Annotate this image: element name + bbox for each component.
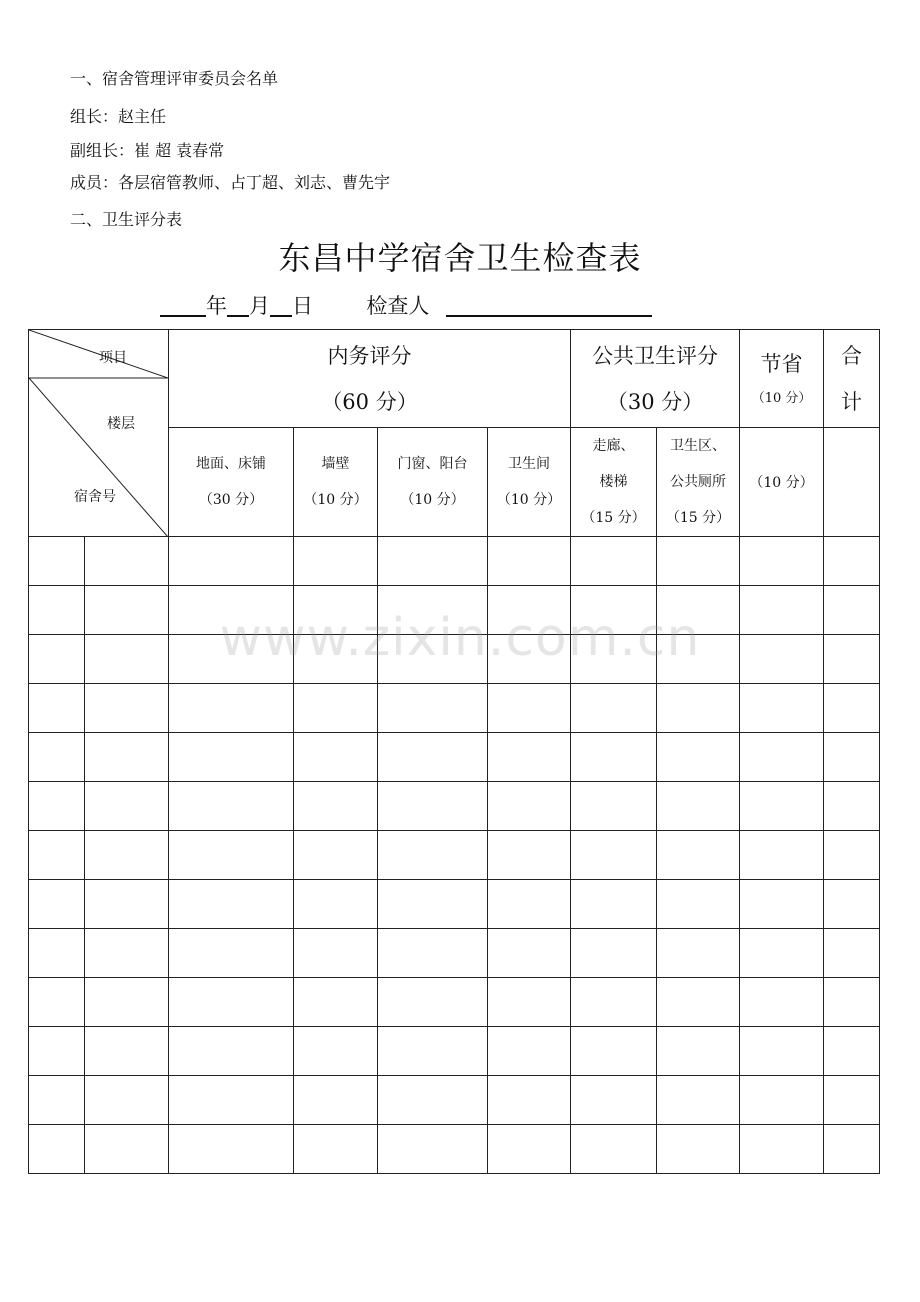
leader-line: 组长：赵主任 bbox=[70, 107, 167, 126]
table-cell[interactable] bbox=[169, 586, 294, 635]
wall-label: 墙壁 bbox=[321, 456, 350, 472]
table-row bbox=[29, 880, 880, 929]
table-cell[interactable] bbox=[294, 782, 378, 831]
saving-points: （10 分） bbox=[751, 390, 812, 406]
table-cell[interactable] bbox=[85, 782, 169, 831]
table-cell[interactable] bbox=[29, 831, 85, 880]
inspector-blank bbox=[446, 293, 652, 317]
table-cell[interactable] bbox=[85, 929, 169, 978]
table-cell[interactable] bbox=[488, 1125, 571, 1174]
table-row bbox=[29, 1027, 880, 1076]
table-cell[interactable] bbox=[169, 733, 294, 782]
corridor-label-2: 楼梯 bbox=[599, 474, 628, 490]
table-cell[interactable] bbox=[657, 1125, 740, 1174]
table-cell[interactable] bbox=[294, 635, 378, 684]
table-cell[interactable] bbox=[294, 537, 378, 586]
month-blank bbox=[227, 293, 249, 317]
subheader-floor-bed bbox=[169, 428, 294, 537]
table-row bbox=[29, 929, 880, 978]
table-row bbox=[29, 733, 880, 782]
table-cell[interactable] bbox=[740, 978, 824, 1027]
table-cell[interactable] bbox=[824, 733, 880, 782]
table-cell[interactable] bbox=[657, 684, 740, 733]
corridor-label-1: 走廊、 bbox=[592, 438, 635, 454]
table-cell[interactable] bbox=[85, 733, 169, 782]
bathroom-label: 卫生间 bbox=[508, 456, 551, 472]
public-area-points: （15 分） bbox=[665, 510, 731, 526]
month-label: 月 bbox=[249, 294, 270, 318]
table-cell[interactable] bbox=[169, 880, 294, 929]
committee-heading: 一、宿舍管理评审委员会名单 bbox=[70, 69, 279, 88]
table-cell[interactable] bbox=[740, 929, 824, 978]
door-window-label: 门窗、阳台 bbox=[397, 456, 468, 472]
table-cell[interactable] bbox=[824, 880, 880, 929]
table-cell[interactable] bbox=[488, 537, 571, 586]
table-cell[interactable] bbox=[169, 1027, 294, 1076]
table-row bbox=[29, 684, 880, 733]
subheader-saving bbox=[740, 428, 824, 537]
sheet-title: 东昌中学宿舍卫生检查表 bbox=[278, 239, 642, 277]
inspection-table bbox=[28, 329, 880, 1174]
subheader-public-area bbox=[657, 428, 740, 537]
year-label: 年 bbox=[206, 294, 227, 318]
table-row bbox=[29, 978, 880, 1027]
table-cell[interactable] bbox=[85, 1027, 169, 1076]
saving-header bbox=[740, 330, 824, 428]
table-cell[interactable] bbox=[824, 929, 880, 978]
table-cell[interactable] bbox=[488, 831, 571, 880]
table-cell[interactable] bbox=[378, 1027, 488, 1076]
table-cell[interactable] bbox=[29, 635, 85, 684]
table-cell[interactable] bbox=[740, 880, 824, 929]
inspector-label: 检查人 bbox=[366, 294, 430, 318]
table-cell[interactable] bbox=[169, 684, 294, 733]
table-cell[interactable] bbox=[824, 1027, 880, 1076]
table-row bbox=[29, 1076, 880, 1125]
subheader-bathroom bbox=[488, 428, 571, 537]
table-cell[interactable] bbox=[29, 880, 85, 929]
table-cell[interactable] bbox=[488, 978, 571, 1027]
table-cell[interactable] bbox=[657, 880, 740, 929]
table-cell[interactable] bbox=[657, 929, 740, 978]
table-cell[interactable] bbox=[657, 978, 740, 1027]
table-cell[interactable] bbox=[657, 831, 740, 880]
table-cell[interactable] bbox=[169, 635, 294, 684]
table-row bbox=[29, 635, 880, 684]
table-cell[interactable] bbox=[657, 1027, 740, 1076]
table-cell[interactable] bbox=[488, 1076, 571, 1125]
public-points: （30 分） bbox=[606, 389, 704, 414]
subheader-total bbox=[824, 428, 880, 537]
section2-heading: 二、卫生评分表 bbox=[70, 210, 183, 229]
subheader-wall bbox=[294, 428, 378, 537]
table-cell[interactable] bbox=[824, 684, 880, 733]
table-cell[interactable] bbox=[294, 1076, 378, 1125]
bathroom-points: （10 分） bbox=[496, 492, 562, 508]
table-cell[interactable] bbox=[85, 537, 169, 586]
public-score-header bbox=[571, 330, 740, 428]
table-cell[interactable] bbox=[571, 537, 657, 586]
public-area-label-2: 公共厕所 bbox=[670, 474, 727, 490]
table-cell[interactable] bbox=[169, 929, 294, 978]
floor-bed-label: 地面、床铺 bbox=[196, 456, 266, 472]
table-cell[interactable] bbox=[29, 782, 85, 831]
table-cell[interactable] bbox=[294, 1125, 378, 1174]
table-cell[interactable] bbox=[85, 880, 169, 929]
table-cell[interactable] bbox=[571, 831, 657, 880]
table-row bbox=[29, 586, 880, 635]
table-cell[interactable] bbox=[571, 635, 657, 684]
saving-label: 节省 bbox=[760, 351, 803, 376]
table-cell[interactable] bbox=[657, 586, 740, 635]
table-cell[interactable] bbox=[85, 831, 169, 880]
corner-floor-label: 楼层 bbox=[107, 416, 135, 432]
table-cell[interactable] bbox=[488, 635, 571, 684]
table-cell[interactable] bbox=[294, 1027, 378, 1076]
table-cell[interactable] bbox=[488, 1027, 571, 1076]
table-cell[interactable] bbox=[488, 684, 571, 733]
day-blank bbox=[270, 293, 292, 317]
table-cell[interactable] bbox=[571, 733, 657, 782]
table-cell[interactable] bbox=[85, 1125, 169, 1174]
table-cell[interactable] bbox=[378, 733, 488, 782]
table-cell[interactable] bbox=[378, 635, 488, 684]
table-cell[interactable] bbox=[378, 929, 488, 978]
table-cell[interactable] bbox=[29, 586, 85, 635]
table-cell[interactable] bbox=[378, 1125, 488, 1174]
total-label-bottom: 计 bbox=[841, 389, 863, 414]
day-label: 日 bbox=[292, 294, 313, 318]
subheader-corridor bbox=[571, 428, 657, 537]
table-cell[interactable] bbox=[378, 684, 488, 733]
table-cell[interactable] bbox=[29, 929, 85, 978]
table-cell[interactable] bbox=[571, 880, 657, 929]
table-cell[interactable] bbox=[85, 1076, 169, 1125]
table-cell[interactable] bbox=[740, 586, 824, 635]
table-cell[interactable] bbox=[29, 1027, 85, 1076]
table-cell[interactable] bbox=[378, 1076, 488, 1125]
table-cell[interactable] bbox=[85, 978, 169, 1027]
table-cell[interactable] bbox=[571, 782, 657, 831]
table-cell[interactable] bbox=[29, 684, 85, 733]
table-cell[interactable] bbox=[29, 733, 85, 782]
saving-sub-points: （10 分） bbox=[749, 475, 814, 491]
floor-bed-points: （30 分） bbox=[198, 492, 264, 508]
table-cell[interactable] bbox=[824, 537, 880, 586]
table-row bbox=[29, 537, 880, 586]
table-cell[interactable] bbox=[740, 733, 824, 782]
table-cell[interactable] bbox=[488, 733, 571, 782]
table-cell[interactable] bbox=[571, 1125, 657, 1174]
interior-label: 内务评分 bbox=[327, 343, 412, 368]
watermark: www.zixin.com.cn bbox=[219, 608, 701, 668]
table-cell[interactable] bbox=[85, 586, 169, 635]
table-cell[interactable] bbox=[488, 782, 571, 831]
table-cell[interactable] bbox=[378, 537, 488, 586]
table-cell[interactable] bbox=[824, 978, 880, 1027]
table-cell[interactable] bbox=[571, 586, 657, 635]
table-cell[interactable] bbox=[824, 635, 880, 684]
table-cell[interactable] bbox=[657, 635, 740, 684]
table-cell[interactable] bbox=[740, 684, 824, 733]
table-cell[interactable] bbox=[29, 537, 85, 586]
table-cell[interactable] bbox=[169, 1076, 294, 1125]
subheader-door-window bbox=[378, 428, 488, 537]
corner-room-label: 宿舍号 bbox=[74, 489, 116, 505]
table-cell[interactable] bbox=[85, 684, 169, 733]
door-window-points: （10 分） bbox=[400, 492, 465, 508]
table-cell[interactable] bbox=[488, 880, 571, 929]
table-cell[interactable] bbox=[571, 684, 657, 733]
table-row bbox=[29, 1125, 880, 1174]
members-line: 成员：各层宿管教师、占丁超、刘志、曹先宇 bbox=[70, 173, 391, 192]
table-cell[interactable] bbox=[488, 929, 571, 978]
interior-points: （60 分） bbox=[321, 389, 418, 414]
table-cell[interactable] bbox=[824, 782, 880, 831]
public-label: 公共卫生评分 bbox=[592, 343, 719, 368]
table-cell[interactable] bbox=[571, 978, 657, 1027]
table-cell[interactable] bbox=[824, 586, 880, 635]
table-cell[interactable] bbox=[294, 586, 378, 635]
table-cell[interactable] bbox=[740, 1125, 824, 1174]
table-cell[interactable] bbox=[740, 1076, 824, 1125]
table-cell[interactable] bbox=[740, 537, 824, 586]
vice-leader-line: 副组长：崔 超 袁春常 bbox=[70, 141, 225, 160]
table-cell[interactable] bbox=[824, 1076, 880, 1125]
table-cell[interactable] bbox=[169, 782, 294, 831]
table-cell[interactable] bbox=[169, 537, 294, 586]
table-cell[interactable] bbox=[169, 831, 294, 880]
table-cell[interactable] bbox=[488, 586, 571, 635]
corridor-points: （15 分） bbox=[581, 510, 646, 526]
table-cell[interactable] bbox=[378, 782, 488, 831]
table-cell[interactable] bbox=[378, 831, 488, 880]
table-cell[interactable] bbox=[657, 733, 740, 782]
total-label-top: 合 bbox=[841, 343, 863, 368]
table-cell[interactable] bbox=[571, 1076, 657, 1125]
corner-header-cell bbox=[29, 330, 169, 537]
table-row bbox=[29, 782, 880, 831]
corner-item-label: 项目 bbox=[99, 350, 127, 366]
table-row bbox=[29, 831, 880, 880]
table-cell[interactable] bbox=[294, 978, 378, 1027]
table-cell[interactable] bbox=[740, 831, 824, 880]
table-cell[interactable] bbox=[740, 1027, 824, 1076]
table-cell[interactable] bbox=[657, 782, 740, 831]
table-cell[interactable] bbox=[824, 831, 880, 880]
table-cell[interactable] bbox=[740, 782, 824, 831]
table-cell[interactable] bbox=[657, 1076, 740, 1125]
table-cell[interactable] bbox=[294, 880, 378, 929]
table-cell[interactable] bbox=[294, 831, 378, 880]
table-cell[interactable] bbox=[740, 635, 824, 684]
table-cell[interactable] bbox=[824, 1125, 880, 1174]
table-cell[interactable] bbox=[85, 635, 169, 684]
table-cell[interactable] bbox=[378, 586, 488, 635]
table-cell[interactable] bbox=[29, 1076, 85, 1125]
table-cell[interactable] bbox=[29, 978, 85, 1027]
date-line bbox=[160, 292, 652, 320]
table-cell[interactable] bbox=[571, 929, 657, 978]
table-cell[interactable] bbox=[657, 537, 740, 586]
year-blank bbox=[160, 293, 206, 317]
table-cell[interactable] bbox=[378, 880, 488, 929]
table-cell[interactable] bbox=[29, 1125, 85, 1174]
table-cell[interactable] bbox=[294, 733, 378, 782]
wall-points: （10 分） bbox=[303, 492, 368, 508]
public-area-label-1: 卫生区、 bbox=[670, 438, 727, 454]
total-header bbox=[824, 330, 880, 428]
table-cell[interactable] bbox=[378, 978, 488, 1027]
table-cell[interactable] bbox=[169, 978, 294, 1027]
table-cell[interactable] bbox=[294, 684, 378, 733]
table-cell[interactable] bbox=[294, 929, 378, 978]
interior-score-header bbox=[169, 330, 571, 428]
table-cell[interactable] bbox=[169, 1125, 294, 1174]
table-cell[interactable] bbox=[571, 1027, 657, 1076]
